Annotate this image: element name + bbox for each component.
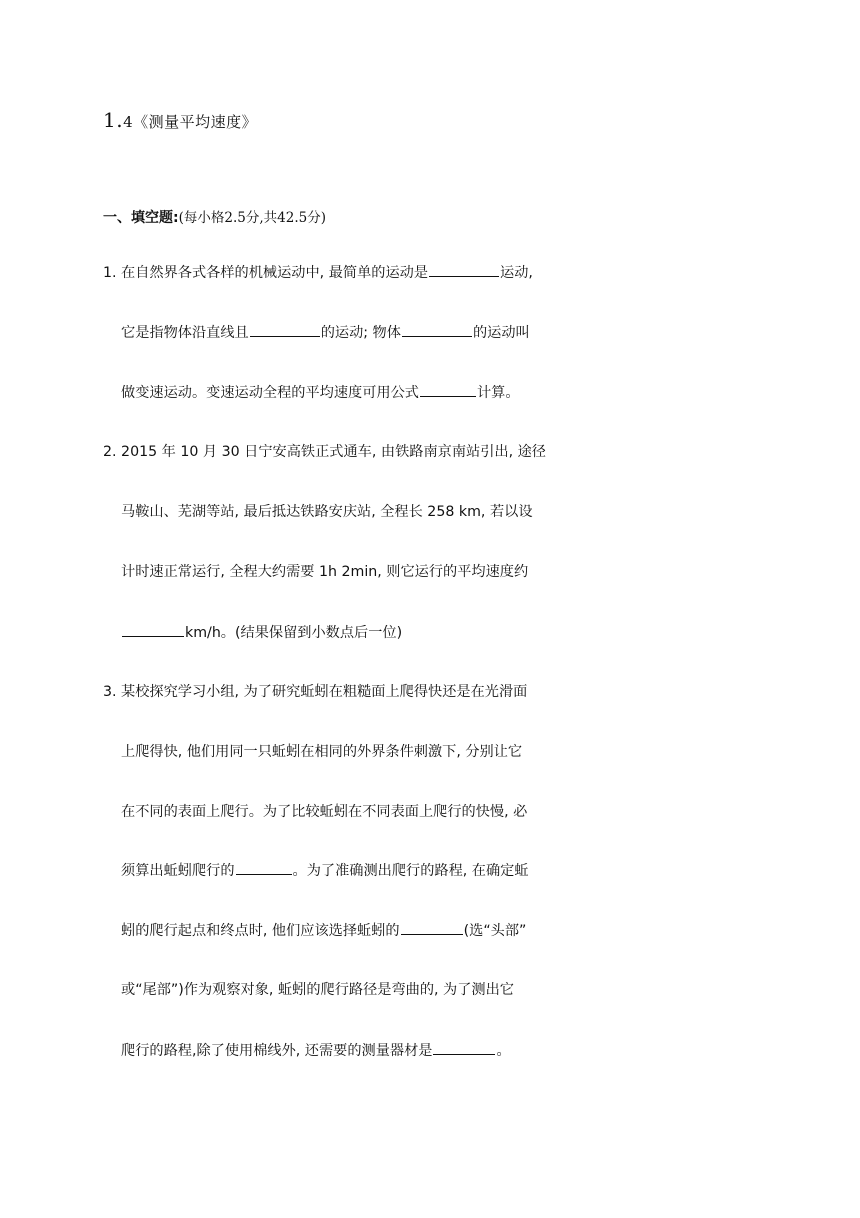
answer-blank[interactable] xyxy=(420,382,476,397)
q3-line-2 xyxy=(121,742,522,762)
title-text: 4《测量平均速度》 xyxy=(123,113,258,131)
q3-text: (选“头部” xyxy=(463,923,527,939)
q3-text: 。 xyxy=(496,1043,511,1059)
q3-line-6 xyxy=(121,980,514,1000)
q2-text: km/h。(结果保留到小数点后一位) xyxy=(185,625,403,641)
q3-text: 须算出蚯蚓爬行的 xyxy=(121,863,235,879)
q1-text: 的运动; 物体 xyxy=(320,325,401,341)
q1-line-2 xyxy=(121,322,530,343)
q2-text: 马鞍山、芜湖等站, 最后抵达铁路安庆站, 全程长 258 km, 若以设 xyxy=(121,504,533,520)
section-heading xyxy=(103,206,326,227)
q3-text: 3. 某校探究学习小组, 为了研究蚯蚓在粗糙面上爬得快还是在光滑面 xyxy=(103,684,528,700)
answer-blank[interactable] xyxy=(401,920,463,935)
q3-line-3 xyxy=(121,802,527,822)
q1-text: 的运动叫 xyxy=(472,325,530,341)
q3-text: 蚓的爬行起点和终点时, 他们应该选择蚯蚓的 xyxy=(121,923,400,939)
q3-text: 在不同的表面上爬行。为了比较蚯蚓在不同表面上爬行的快慢, 必 xyxy=(121,804,528,820)
q3-line-5 xyxy=(121,920,526,941)
section-label: 一、填空题: xyxy=(103,210,179,226)
answer-blank[interactable] xyxy=(250,322,320,337)
q3-line-7 xyxy=(121,1040,511,1061)
q3-text: 或“尾部”)作为观察对象, 蚯蚓的爬行路径是弯曲的, 为了测出它 xyxy=(121,982,514,998)
answer-blank[interactable] xyxy=(122,622,184,637)
doc-title xyxy=(103,108,257,132)
q1-text: 计算。 xyxy=(476,385,520,401)
section-note: (每小格2.5分,共42.5分) xyxy=(178,210,326,226)
q1-line-3 xyxy=(121,382,520,403)
q3-line-4 xyxy=(121,860,529,881)
q3-text: 上爬得快, 他们用同一只蚯蚓在相同的外界条件刺激下, 分别让它 xyxy=(121,744,523,760)
title-number: 1. xyxy=(103,108,124,132)
q2-line-3 xyxy=(121,562,528,582)
q1-text: 做变速运动。变速运动全程的平均速度可用公式 xyxy=(121,385,419,401)
q1-text: 运动, xyxy=(500,265,533,281)
answer-blank[interactable] xyxy=(429,262,499,277)
q3-text: 。为了准确测出爬行的路程, 在确定蚯 xyxy=(292,863,529,879)
q3-line-1 xyxy=(103,682,527,702)
q3-text: 爬行的路程,除了使用棉线外, 还需要的测量器材是 xyxy=(121,1043,433,1059)
q2-text: 2. 2015 年 10 月 30 日宁安高铁正式通车, 由铁路南京南站引出, 途径 xyxy=(103,444,546,460)
answer-blank[interactable] xyxy=(402,322,472,337)
answer-blank[interactable] xyxy=(433,1040,495,1055)
q1-text: 它是指物体沿直线且 xyxy=(121,325,249,341)
q2-text: 计时速正常运行, 全程大约需要 1h 2min, 则它运行的平均速度约 xyxy=(121,564,529,580)
q1-text: 1. 在自然界各式各样的机械运动中, 最简单的运动是 xyxy=(103,265,429,281)
q1-line-1 xyxy=(103,262,533,283)
q2-line-4 xyxy=(121,622,402,643)
answer-blank[interactable] xyxy=(236,860,292,875)
q2-line-2 xyxy=(121,502,533,522)
q2-line-1 xyxy=(103,442,546,462)
